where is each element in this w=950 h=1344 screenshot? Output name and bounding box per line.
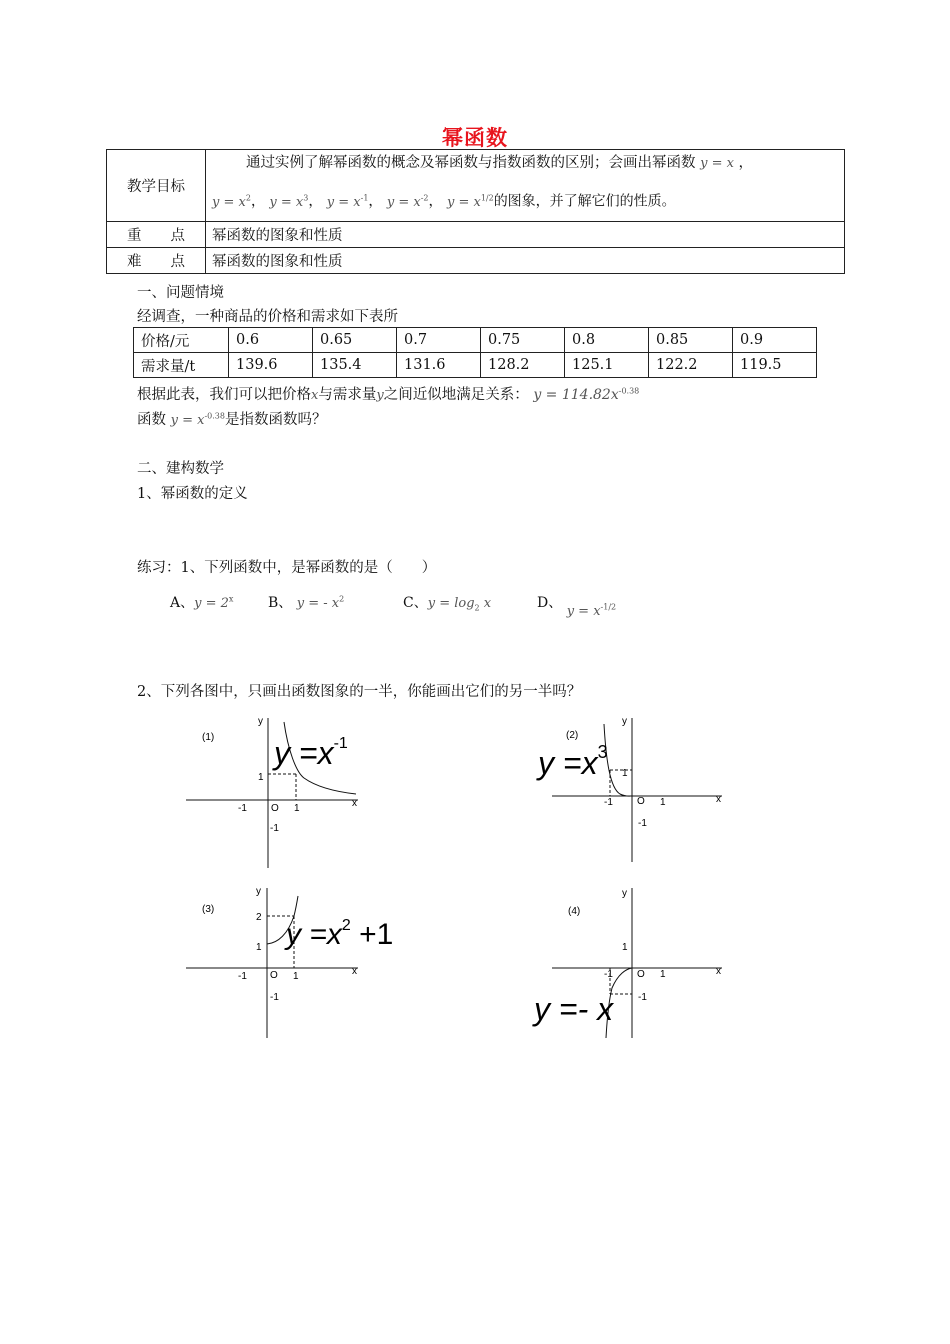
price-cell: 0.8 <box>565 328 649 353</box>
price-cell: 0.7 <box>397 328 481 353</box>
formula-relation: $y = 114.82x^{-0.38}$ <box>533 386 640 403</box>
axis-label-x: x <box>716 794 721 805</box>
option-b <box>268 592 344 612</box>
option-c-label: C、 <box>403 595 428 611</box>
var-y: y <box>376 388 384 403</box>
tick-label: 1 <box>660 797 666 808</box>
question-text <box>137 408 326 429</box>
key-point-label: 重 点 <box>107 222 206 248</box>
relation-text <box>137 383 639 404</box>
origin-label: O <box>637 969 645 980</box>
formula-y-x: y = x <box>700 156 734 172</box>
section1-intro: 经调查，一种商品的价格和需求如下表所 <box>137 309 398 325</box>
axis-label-y: y <box>622 716 627 727</box>
tick-label: -1 <box>604 797 613 808</box>
tick-label: -1 <box>604 969 613 980</box>
price-cell: 0.85 <box>649 328 733 353</box>
axis-label-x: x <box>716 966 721 977</box>
option-a <box>170 592 233 612</box>
option-d-label: D、 <box>537 595 563 611</box>
demand-cell: 125.1 <box>565 353 649 378</box>
objectives-text: 通过实例了解幂函数的概念及幂函数与指数函数的区别；会画出幂函数 <box>246 155 696 172</box>
formula-option-a: $y = 2^x$ <box>194 594 234 611</box>
difficulty-label: 难 点 <box>107 248 206 274</box>
objectives-label: 教学目标 <box>107 150 206 222</box>
axis-label-x: x <box>352 798 357 809</box>
tick-label: -1 <box>238 971 247 982</box>
price-cell: 0.9 <box>733 328 817 353</box>
origin-label: O <box>271 803 279 814</box>
formula-option-c: $y = \log_2 x$ <box>427 596 492 613</box>
formula-option-d: $y = x^{-1/2}$ <box>566 602 617 619</box>
var-x: x <box>311 388 319 403</box>
demand-cell: 131.6 <box>397 353 481 378</box>
origin-label: O <box>270 970 278 981</box>
difficulty-value: 幂函数的图象和性质 <box>206 248 845 274</box>
axis-label-y: y <box>258 716 263 727</box>
graph-id: (3) <box>202 904 215 915</box>
option-a-label: A、 <box>170 595 195 611</box>
price-cell: 0.75 <box>481 328 565 353</box>
curve-label: $y =x^{-1}$ <box>274 735 348 771</box>
demand-cell: 119.5 <box>733 353 817 378</box>
formula-y-x-half: $y = x^{1/2}$ <box>446 193 494 210</box>
option-d <box>537 592 617 619</box>
exercise2-text: 2、下列各图中，只画出函数图象的一半，你能画出它们的另一半吗？ <box>137 684 582 700</box>
demand-row <box>134 353 817 378</box>
tick-label: -1 <box>638 818 647 829</box>
relation-text-a: 根据此表，我们可以把价格 <box>137 387 311 403</box>
axis-label-y: y <box>622 888 627 899</box>
curve-label: y =- x <box>534 991 614 1027</box>
tick-label: -1 <box>638 992 647 1003</box>
tick-label: 1 <box>258 772 264 783</box>
graph-id: (2) <box>566 730 579 741</box>
price-cell: 0.65 <box>313 328 397 353</box>
graph-2 <box>530 710 730 870</box>
tick-label: -1 <box>270 823 279 834</box>
graph-3 <box>180 880 394 1040</box>
demand-header: 需求量/t <box>134 353 229 378</box>
formula-question: $y = x^{-0.38}$ <box>170 411 225 428</box>
question-text-b: 是指数函数吗？ <box>224 412 327 428</box>
formula-y-x-1: $y = x^{-1}$ <box>326 193 369 210</box>
demand-cell: 128.2 <box>481 353 565 378</box>
section1-heading: 一、问题情境 <box>137 285 224 301</box>
graph-4 <box>530 880 740 1040</box>
tick-label: -1 <box>270 992 279 1003</box>
graph-id: (1) <box>202 732 215 743</box>
tick-label: 1 <box>294 803 300 814</box>
section2-heading: 二、建构数学 <box>137 461 224 477</box>
curve <box>604 724 632 796</box>
demand-cell: 135.4 <box>313 353 397 378</box>
origin-label: O <box>637 796 645 807</box>
tick-label: 1 <box>256 942 262 953</box>
exercise1-text: 练习：1、下列函数中，是幂函数的是（ ） <box>137 560 437 576</box>
objectives-table <box>106 149 845 274</box>
option-b-label: B、 <box>268 595 293 611</box>
formula-option-b: y = - $x^2$ <box>296 594 345 611</box>
formula-y-x-2: $y = x^{-2}$ <box>386 193 429 210</box>
relation-text-c: 之间近似地满足关系： <box>383 387 529 403</box>
objectives-tail: 的图象，并了解它们的性质。 <box>493 193 676 210</box>
tick-label: 1 <box>293 971 299 982</box>
tick-label: 1 <box>622 942 628 953</box>
formula-y-x3: $y = x^3$ <box>269 193 309 210</box>
curve-label: $y =x^3$ <box>538 742 608 781</box>
graph-1 <box>180 710 380 870</box>
price-cell: 0.6 <box>229 328 313 353</box>
relation-text-b: 与需求量 <box>318 387 377 403</box>
page-title: 幂函数 <box>442 125 508 150</box>
axis-label-y: y <box>256 886 261 897</box>
price-header: 价格/元 <box>134 328 229 353</box>
demand-cell: 122.2 <box>649 353 733 378</box>
question-text-a: 函数 <box>137 412 166 428</box>
axis-label-x: x <box>352 966 357 977</box>
price-demand-table <box>133 327 817 378</box>
graph-id: (4) <box>568 906 581 917</box>
tick-label: 1 <box>622 768 628 779</box>
demand-cell: 139.6 <box>229 353 313 378</box>
option-c <box>403 592 491 613</box>
tick-label: 1 <box>660 969 666 980</box>
price-row <box>134 328 817 353</box>
tick-label: -1 <box>238 803 247 814</box>
formula-y-x2: $y = x^2$ <box>212 193 251 210</box>
key-point-value: 幂函数的图象和性质 <box>206 222 845 248</box>
definition-heading: 1、幂函数的定义 <box>137 486 248 502</box>
tick-label: 2 <box>256 912 262 923</box>
curve-label: $y =x^2 +1$ <box>286 917 394 951</box>
objectives-content: 通过实例了解幂函数的概念及幂函数与指数函数的区别；会画出幂函数 y = x ， $y = x^2$， $y = x^3$， $y = x^{-1}$， $y = x^{-2}$， $y = x^{1/2}$的图象，并了解它们的性质。 <box>206 150 845 222</box>
